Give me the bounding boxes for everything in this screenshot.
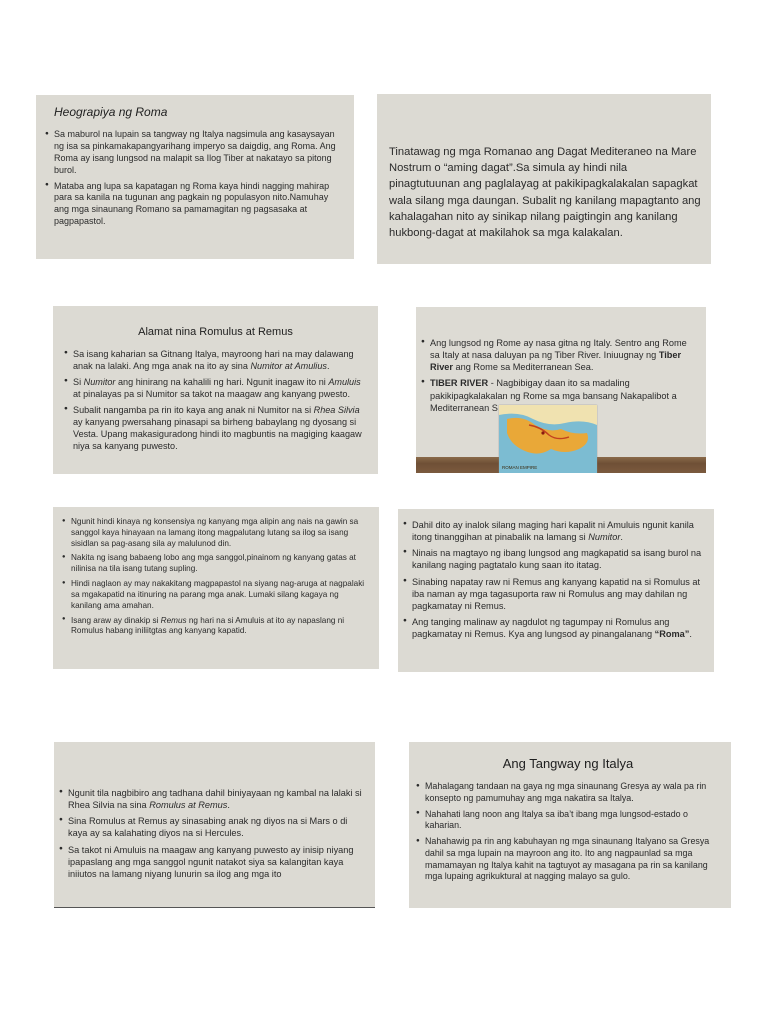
list-item: ● Sa isang kaharian sa Gitnang Italya, mayroong hari na may dalawang anak na lalaki. Ang mga anak na ito ay sina Numitor at Amulius. (73, 348, 368, 372)
bullet-list (61, 517, 369, 637)
list-item: ● Nakita ng isang babaeng lobo ang mga sanggol,pinainom ng kanyang gatas at nilinisa na tila isang tutang supling. (71, 553, 369, 575)
bullet-list (420, 337, 696, 414)
list-item: ● Hindi naglaon ay may nakakitang magpapastol na siyang nag-aruga at nagpalaki sa mgakapatid na itinuring na parang mga anak. Lumaki silang kagaya ng kanilang ama amahan. (71, 579, 369, 611)
list-item: ● Sa takot ni Amuluis na maagaw ang kanyang puwesto ay inisip niyang ipapaslang ang mga sanggol ngunit natakot siya sa kalangitan kaya iniiutos na lamang niyang lunurin sa ilog ang mga ito (68, 844, 365, 880)
list-item: ● Ang tanging malinaw ay nagdulot ng tagumpay ni Romulus ang pagkamatay ni Remus. Kya ang lungsod ay pinangalanang “Roma”. (412, 616, 704, 640)
roman-empire-map-image (499, 405, 597, 473)
map-graphic (499, 405, 597, 473)
list-item: ● TIBER RIVER - Nagbibigay daan ito sa madaling pakikipagkalakalan ng Rome sa mga bansang Nakapalibot a Mediterranean S (430, 377, 696, 413)
slide-tadhana (54, 742, 375, 908)
slide-title: Heograpiya ng Roma (54, 105, 168, 119)
list-item: ● Ninais na magtayo ng ibang lungsod ang magkapatid sa isang burol na kanilang naging pagtatalo kung saan ito itatag. (412, 547, 704, 571)
slide-tangway (409, 742, 731, 908)
list-item: ● Subalit nangamba pa rin ito kaya ang anak ni Numitor na si Rhea Silvia ay kanyang pwersahang pinasapi sa birheng babaylang ng dyosang si Vesta. Upang makasiguradong hindi ito magbuntis na magiging kaagaw niya sa kanyang puwesto. (73, 404, 368, 452)
slide-mare-nostrum (377, 94, 711, 264)
list-item: ● Mahalagang tandaan na gaya ng mga sinaunang Gresya ay wala pa rin konsepto ng pamumuhay ang mga nakatira sa Italya. (425, 781, 721, 805)
slide-alamat (53, 306, 378, 474)
list-item: ● Sa maburol na lupain sa tangway ng Italya nagsimula ang kasaysayan ng isa sa pinkamakapangyarihang imperyo sa daigdig, ang Roma. Ang Roma ay isang lungsod na malapit sa Ilog Tiber at nakatayo sa pitong burol. (54, 129, 344, 177)
bullet-list (44, 129, 344, 228)
slide-hari (398, 509, 714, 672)
slide-kambal (53, 507, 379, 669)
list-item: ● Ngunit hindi kinaya ng konsensiya ng kanyang mga alipin ang nais na gawin sa sanggol kaya hinayaan na lamang itong magpalutang lutang sa ilog sa isang sisidlan sa pag-asang sila ay malulunod din. (71, 517, 369, 549)
bullet-list (58, 787, 365, 880)
list-item: ● Ngunit tila nagbibiro ang tadhana dahil biniyayaan ng kambal na lalaki si Rhea Silvia na sina Romulus at Remus. (68, 787, 365, 811)
list-item: ● Mataba ang lupa sa kapatagan ng Roma kaya hindi nagging mahirap para sa kanila na tugunan ang pagkain ng populasyon nito.Namuhay ang mga sinaunang Romano sa pamamagitan ng pagsasaka at pagpapastol. (54, 181, 344, 229)
list-item: ● Nahahati lang noon ang Italya sa iba’t ibang mga lungsod-estado o kaharian. (425, 809, 721, 833)
list-item: ● Isang araw ay dinakip si Remus ng hari na si Amuluis at ito ay napaslang ni Romulus habang iniliitgtas ang kanyang kapatid. (71, 616, 369, 638)
list-item: ● Nahahawig pa rin ang kabuhayan ng mga sinaunang Italyano sa Gresya dahil sa mga lupain na mayroon ang ito. Ito ang nagpaunlad sa mga mamamayan ng Italya kahit na tagtuyot ay masagana pa rin sa kanilang mga lupaing agrikuktural at nagging malayo sa gulo. (425, 836, 721, 883)
body-text: Tinatawag ng mga Romanao ang Dagat Mediteraneo na Mare Nostrum o “aming dagat”.Sa simula ay hindi nila pinagtutuunan ang paglalayag at pakikipagkalakalan sapagkat wala silang mga daungan. Subalit ng kanilang mapagtanto ang kahalagahan nito ay sinikap nilang paigtingin ang kanilang hukbong-dagat at makilahok sa mga kalakalan. (389, 146, 701, 240)
list-item: ● Si Numitor ang hinirang na kahalili ng hari. Ngunit inagaw ito ni Amuluis at pinalayas pa si Numitor sa takot na maagaw ang kanyang pwesto. (73, 376, 368, 400)
slide-heograpiya (36, 95, 354, 259)
list-item: ● Dahil dito ay inalok silang maging hari kapalit ni Amuluis ngunit kanila itong tinanggihan at pinabalik na lamang si Numitor. (412, 519, 704, 543)
list-item: ● Sinabing napatay raw ni Remus ang kanyang kapatid na si Romulus at iba naman ay mga tagasuporta raw ni Romulus ang may dahilan ng pagkamatay ni Remus. (412, 576, 704, 612)
list-item: ● Sina Romulus at Remus ay sinasabing anak ng diyos na si Mars o di kaya ay sa kalahating diyos na si Hercules. (68, 815, 365, 839)
slide-title: Alamat nina Romulus at Remus (138, 326, 293, 338)
slide-lungsod-rome (416, 307, 706, 473)
slide-title: Ang Tangway ng Italya (502, 756, 634, 771)
bullet-list (63, 348, 368, 452)
map-label: ROMAN EMPIRE (502, 465, 538, 470)
bullet-list (402, 519, 704, 640)
list-item: ● Ang lungsod ng Rome ay nasa gitna ng Italy. Sentro ang Rome sa Italy at nasa daluyan pa ng Tiber River. Iniuugnay ng Tiber River ang Rome sa Mediterranean Sea. (430, 337, 696, 373)
bullet-list (415, 781, 721, 883)
